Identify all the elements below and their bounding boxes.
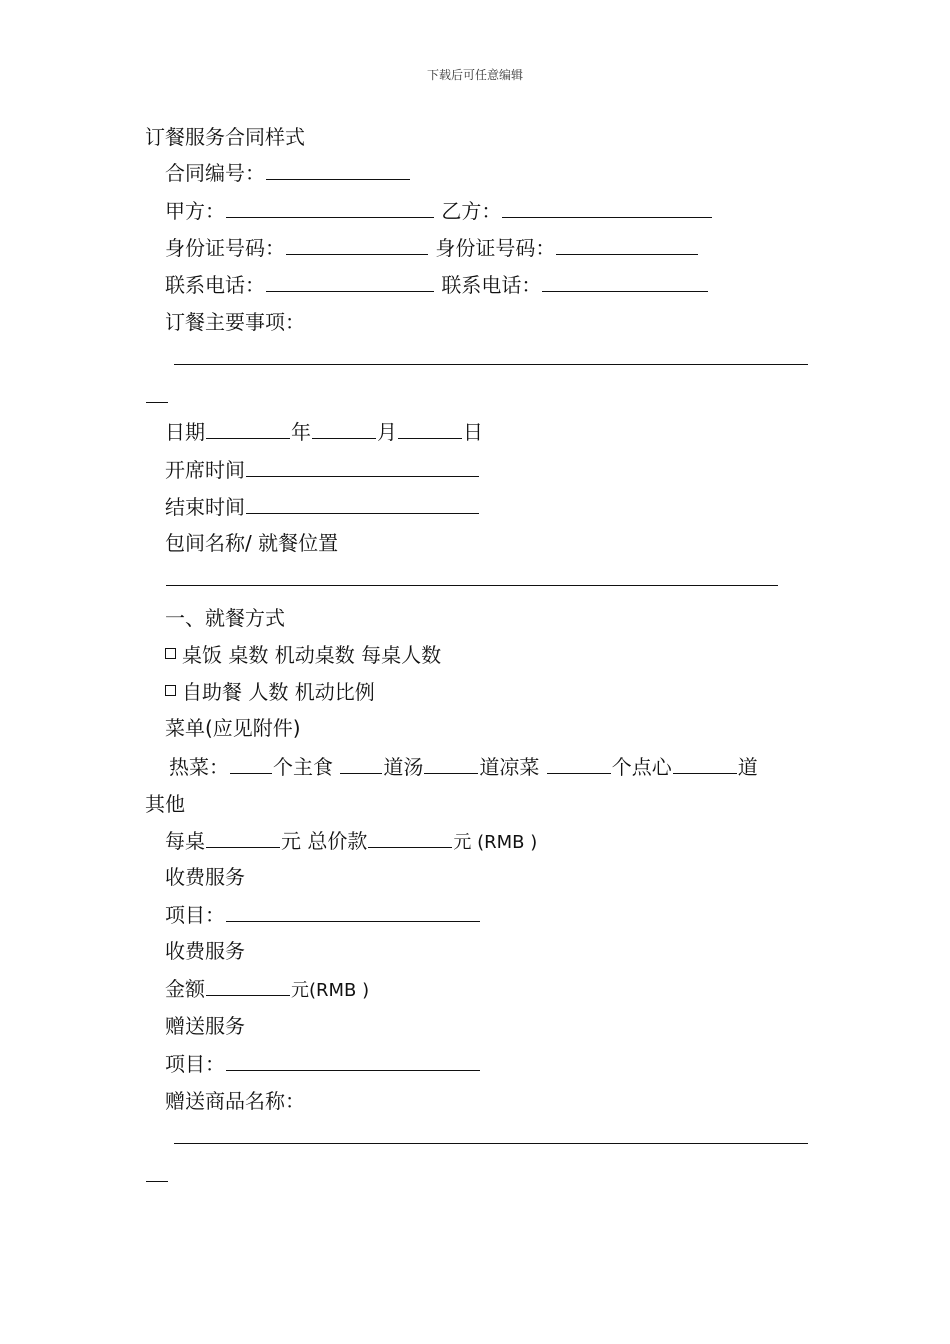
end-time-field[interactable]: [246, 493, 479, 514]
gift-name-row-wrap: [145, 1161, 169, 1188]
party-a-phone-field[interactable]: [266, 271, 434, 292]
dessert-unit: 道: [737, 755, 758, 779]
amount-row: [165, 975, 369, 1004]
hot-dish-field[interactable]: [230, 753, 272, 774]
charged-service-label-2: 收费服务: [165, 939, 245, 963]
dishes-row: [169, 753, 758, 780]
total-price-label: 元 总价款: [281, 829, 368, 853]
start-time-label: 开席时间: [165, 458, 245, 482]
start-time-row: [165, 456, 480, 483]
room-field[interactable]: [166, 565, 778, 586]
main-items-row: [173, 344, 809, 371]
gift-name-field-wrap[interactable]: [146, 1161, 168, 1182]
free-service-label: 赠送服务: [165, 1014, 245, 1038]
per-table-label: 每桌: [165, 829, 205, 853]
party-b-id-label: 身份证号码：: [435, 236, 556, 260]
page-header: 下载后可任意编辑: [426, 68, 523, 82]
party-b-field[interactable]: [502, 197, 712, 218]
main-items-row-wrap: [145, 382, 169, 409]
charged-item-label: 项目：: [165, 903, 225, 927]
amount-field[interactable]: [206, 975, 290, 996]
day-field[interactable]: [398, 418, 462, 439]
party-b-label: 乙方：: [441, 199, 502, 223]
day-label: 日: [463, 420, 483, 444]
option-table-meal-row: [165, 642, 441, 668]
table-meal-label: 桌饭 桌数 机动桌数 每桌人数: [182, 643, 442, 667]
main-items-field[interactable]: [174, 344, 808, 365]
party-a-label: 甲方：: [165, 199, 225, 223]
room-label: 包间名称/ 就餐位置: [165, 531, 339, 555]
free-item-field[interactable]: [226, 1050, 480, 1071]
section-dining-method: 一、就餐方式: [165, 606, 285, 630]
amount-unit: 元(RMB ): [291, 980, 370, 1001]
price-row: [165, 827, 537, 856]
soup-label: 道汤: [383, 755, 424, 779]
dessert-label: 个点心: [611, 755, 672, 779]
room-row: [165, 565, 779, 592]
main-items-label: 订餐主要事项：: [165, 310, 305, 334]
party-a-field[interactable]: [226, 197, 434, 218]
id-row: [165, 234, 699, 261]
free-item-row: [165, 1050, 481, 1077]
end-time-label: 结束时间: [165, 495, 245, 519]
staple-field[interactable]: [340, 753, 382, 774]
gift-name-field[interactable]: [174, 1123, 808, 1144]
year-field[interactable]: [206, 418, 290, 439]
gift-name-row: [173, 1123, 809, 1150]
buffet-checkbox[interactable]: [165, 685, 176, 696]
parties-row: [165, 197, 713, 224]
gift-name-label: 赠送商品名称：: [165, 1089, 305, 1113]
hot-dish-label: 热菜：: [169, 755, 229, 779]
month-label: 月: [377, 420, 397, 444]
charged-item-field[interactable]: [226, 901, 480, 922]
staple-label: 个主食: [273, 755, 333, 779]
contract-number-row: [165, 159, 411, 186]
menu-label: 菜单(应见附件): [165, 716, 301, 740]
year-label: 年: [291, 420, 311, 444]
party-a-id-label: 身份证号码：: [165, 236, 285, 260]
free-item-label: 项目：: [165, 1052, 225, 1076]
party-b-phone-field[interactable]: [542, 271, 708, 292]
per-table-field[interactable]: [206, 827, 280, 848]
total-price-unit: 元 (RMB ): [453, 832, 538, 853]
party-a-phone-label: 联系电话：: [165, 273, 265, 297]
party-b-phone-label: 联系电话：: [441, 273, 542, 297]
cold-dish-field[interactable]: [547, 753, 611, 774]
charged-service-label: 收费服务: [165, 865, 245, 889]
contract-number-label: 合同编号：: [165, 161, 265, 185]
soup-field[interactable]: [424, 753, 478, 774]
party-b-id-field[interactable]: [556, 234, 698, 255]
phone-row: [165, 271, 709, 298]
charged-item-row: [165, 901, 481, 928]
table-meal-checkbox[interactable]: [165, 648, 176, 659]
other-label: 其他: [145, 792, 185, 816]
main-items-field-wrap[interactable]: [146, 382, 168, 403]
amount-label: 金额: [165, 977, 205, 1001]
contract-number-field[interactable]: [266, 159, 410, 180]
dessert-field[interactable]: [673, 753, 737, 774]
option-buffet-row: [165, 679, 375, 705]
buffet-label: 自助餐 人数 机动比例: [182, 680, 375, 704]
cold-dish-label: 道凉菜: [479, 755, 540, 779]
document-title: 订餐服务合同样式: [145, 125, 305, 149]
total-price-field[interactable]: [368, 827, 452, 848]
month-field[interactable]: [312, 418, 376, 439]
date-row: [165, 418, 483, 445]
party-a-id-field[interactable]: [286, 234, 428, 255]
date-label: 日期: [165, 420, 205, 444]
start-time-field[interactable]: [246, 456, 479, 477]
end-time-row: [165, 493, 480, 520]
